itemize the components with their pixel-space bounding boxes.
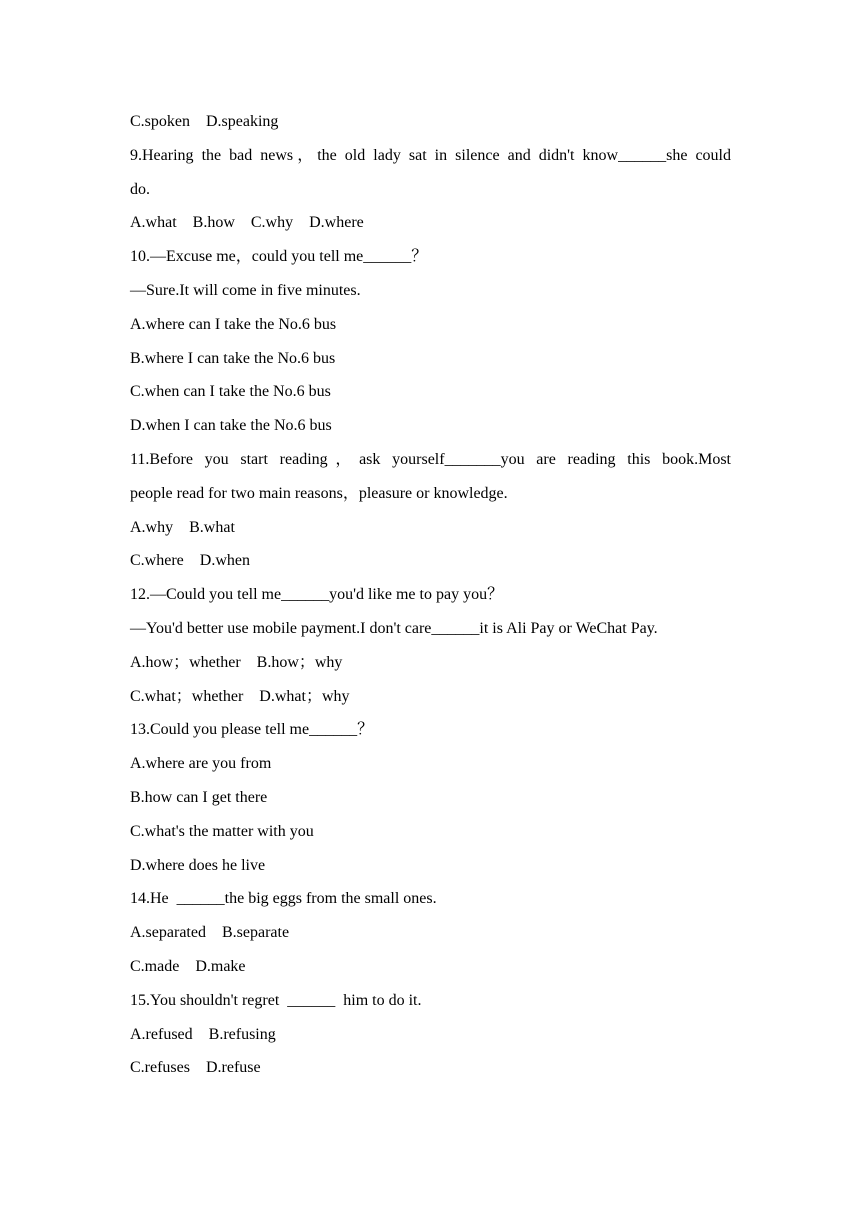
q10-option-b: B.where I can take the No.6 bus [130, 349, 336, 367]
q11-stem-continuation: people read for two main reasons，pleasure or knowledge. [130, 484, 508, 502]
q15-options-ab: A.refused B.refusing [130, 1025, 276, 1043]
q9-stem: 9.Hearing the bad news，the old lady sat in silence and didn't know______she could [130, 146, 732, 164]
q14-options-ab: A.separated B.separate [130, 924, 290, 942]
q11-options-cd: C.where D.when [130, 552, 250, 570]
q13-option-d: D.where does he live [130, 856, 266, 874]
document-page [130, 105, 731, 1085]
q13-option-c: C.what's the matter with you [130, 822, 314, 840]
q12-options-ab: A.how；whether B.how；why [130, 653, 343, 671]
q10-option-a: A.where can I take the No.6 bus [130, 315, 337, 333]
q13-stem: 13.Could you please tell me______？ [130, 721, 374, 739]
q13-option-a: A.where are you from [130, 755, 272, 773]
q15-options-cd: C.refuses D.refuse [130, 1059, 261, 1077]
q10-option-c: C.when can I take the No.6 bus [130, 383, 331, 401]
q9-options: A.what B.how C.why D.where [130, 214, 364, 232]
q10-reply: —Sure.It will come in five minutes. [130, 281, 361, 299]
q11-stem: 11.Before you start reading，ask yourself_______you are reading this book.Most [130, 450, 731, 468]
q12-options-cd: C.what；whether D.what；why [130, 687, 350, 705]
q14-options-cd: C.made D.make [130, 957, 246, 975]
q9-stem-continuation: do. [130, 180, 150, 198]
q14-stem: 14.He ______the big eggs from the small ones. [130, 890, 437, 908]
q11-options-ab: A.why B.what [130, 518, 235, 536]
q15-stem: 15.You shouldn't regret ______ him to do it. [130, 991, 422, 1009]
q13-option-b: B.how can I get there [130, 788, 268, 806]
q10-option-d: D.when I can take the No.6 bus [130, 417, 332, 435]
q8-options: C.spoken D.speaking [130, 113, 279, 130]
q12-stem: 12.—Could you tell me______you'd like me to pay you？ [130, 586, 504, 604]
q10-stem: 10.—Excuse me，could you tell me______？ [130, 248, 428, 266]
q12-reply: —You'd better use mobile payment.I don't care______it is Ali Pay or WeChat Pay. [130, 619, 658, 637]
